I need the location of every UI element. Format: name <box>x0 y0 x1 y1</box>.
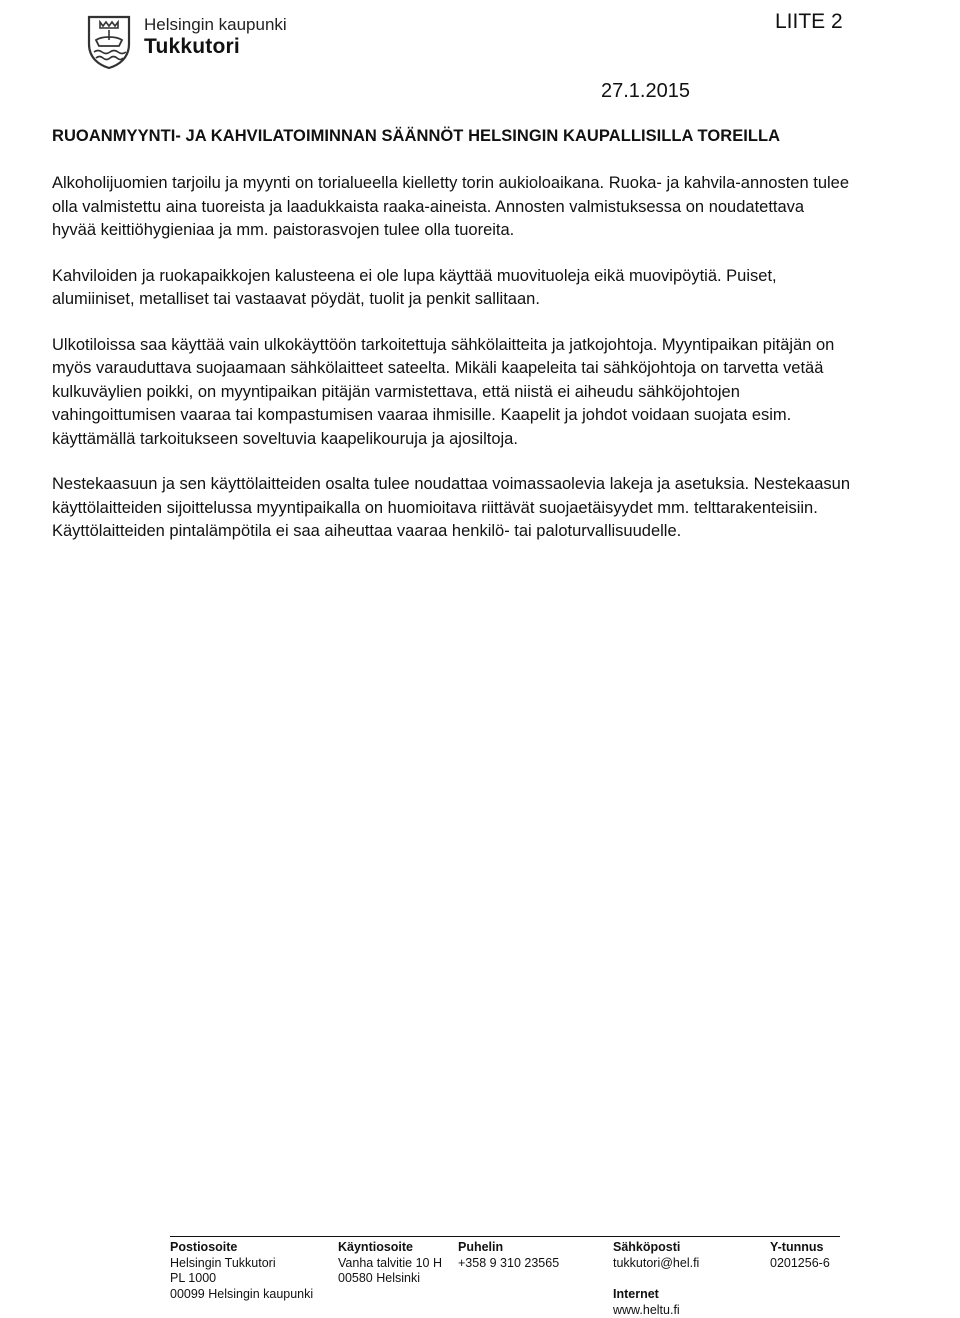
paragraph-furniture: Kahviloiden ja ruokapaikkojen kalusteena ei ole lupa käyttää muovituoleja eikä muovipöytiä. Puiset, alumiiniset, metalliset tai vastaavat pöydät, tuolit ja penkit sallitaan. <box>52 265 852 312</box>
logo-city-name: Helsingin kaupunki <box>144 16 287 33</box>
footer-postal-line: PL 1000 <box>170 1271 313 1287</box>
footer-internet-heading: Internet <box>613 1287 680 1303</box>
footer-visiting-line: Vanha talvitie 10 H <box>338 1256 442 1272</box>
footer-phone-heading: Puhelin <box>458 1240 559 1256</box>
footer-postal-line: Helsingin Tukkutori <box>170 1256 313 1272</box>
footer-postal-heading: Postiosoite <box>170 1240 313 1256</box>
paragraph-electrical: Ulkotiloissa saa käyttää vain ulkokäyttöön tarkoitettuja sähkölaitteita ja jatkojohtoja. Myyntipaikan pitäjän on myös varauduttava suojaamaan sähkölaitteet sateelta. Mikäli kaapeleita tai sähköjohtoja on tarvetta vetää kulkuväylien poikki, on myyntipaikan pitäjän varmistettava, että niistä ei aiheudu sähköjohtojen vahingoittumisen vaaraa tai kompastumisen vaaraa ihmisille. Kaapelit ja johdot voidaan suojata esim. käyttämällä tarkoitukseen soveltuvia kaapelikouruja ja ajosiltoja. <box>52 334 852 452</box>
footer-visiting-line: 00580 Helsinki <box>338 1271 442 1287</box>
footer-postal-address <box>170 1240 313 1302</box>
footer-visiting-address <box>338 1240 442 1287</box>
footer-business-id <box>770 1240 830 1271</box>
footer-phone <box>458 1240 559 1271</box>
footer-business-id-heading: Y-tunnus <box>770 1240 830 1256</box>
footer-internet <box>613 1287 680 1318</box>
footer-visiting-heading: Käyntiosoite <box>338 1240 442 1256</box>
document-body <box>52 172 852 566</box>
footer-email-address: tukkutori@hel.fi <box>613 1256 699 1272</box>
footer-internet-url: www.heltu.fi <box>613 1303 680 1318</box>
paragraph-alcohol-and-hygiene: Alkoholijuomien tarjoilu ja myynti on torialueella kielletty torin aukioloaikana. Ruoka- ja kahvila-annosten tulee olla valmistettu aina tuoreista ja laadukkaista raaka-aineista. Annosten valmistuksessa on noudatettava hyvää keittiöhygieniaa ja mm. paistorasvojen tulee olla tuoreita. <box>52 172 852 243</box>
footer-business-id-value: 0201256-6 <box>770 1256 830 1272</box>
footer-phone-number: +358 9 310 23565 <box>458 1256 559 1272</box>
paragraph-liquid-gas: Nestekaasuun ja sen käyttölaitteiden osalta tulee noudattaa voimassaolevia lakeja ja asetuksia. Nestekaasun käyttölaitteiden sijoittelussa myyntipaikalla on huomioitava riittävät suojaetäisyydet mm. telttarakenteisiin. Käyttölaitteiden pintalämpötila ei saa aiheuttaa vaaraa henkilö- tai paloturvallisuudelle. <box>52 473 852 544</box>
letterhead-logo <box>86 14 287 70</box>
footer-email-heading: Sähköposti <box>613 1240 699 1256</box>
logo-department-name: Tukkutori <box>144 36 287 57</box>
footer-email <box>613 1240 699 1271</box>
attachment-label: LIITE 2 <box>775 10 843 34</box>
document-title: RUOANMYYNTI- JA KAHVILATOIMINNAN SÄÄNNÖT HELSINGIN KAUPALLISILLA TOREILLA <box>52 127 780 146</box>
document-date: 27.1.2015 <box>601 80 690 103</box>
footer-divider <box>170 1236 840 1237</box>
helsinki-crest-icon <box>86 14 132 70</box>
footer-postal-line: 00099 Helsingin kaupunki <box>170 1287 313 1303</box>
